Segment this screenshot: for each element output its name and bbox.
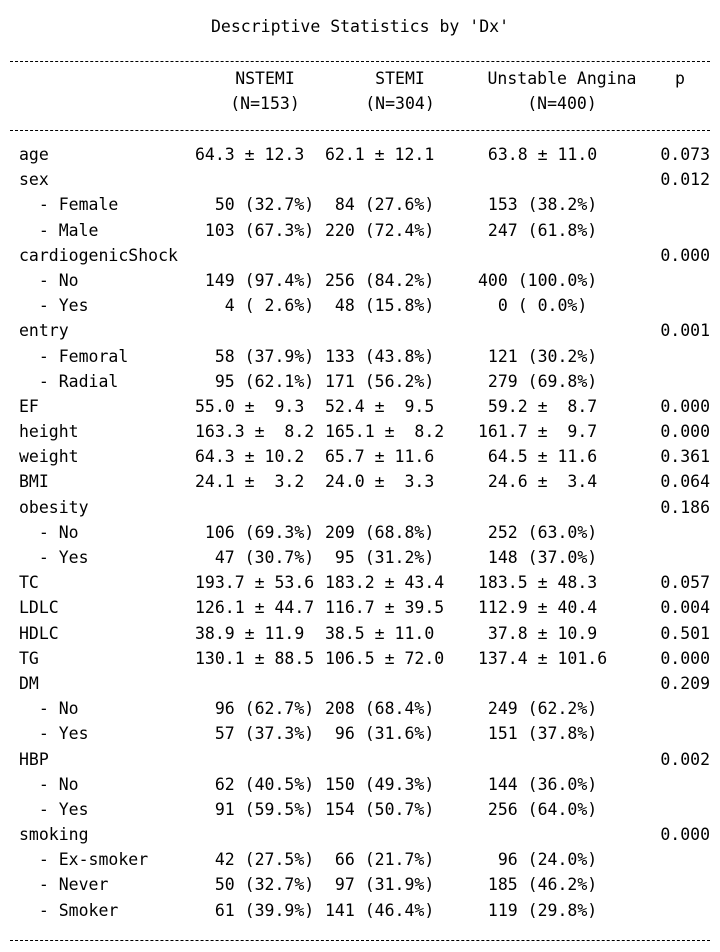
cell-unstable-angina: 153 (38.2%) — [478, 195, 598, 215]
cell-unstable-angina: 121 (30.2%) — [478, 346, 598, 366]
cell-unstable-angina: 59.2 ± 8.7 — [478, 396, 598, 416]
cell-stemi: 62.1 ± 12.1 — [325, 145, 435, 164]
cell-p-value: 0.361 — [660, 447, 710, 467]
row-label: - No — [19, 774, 79, 794]
cell-unstable-angina: 256 (64.0%) — [478, 799, 598, 819]
header-nstemi-n: (N=153) — [230, 94, 300, 114]
cell-unstable-angina: 151 (37.8%) — [478, 724, 598, 744]
table-row — [0, 570, 720, 595]
cell-unstable-angina: 183.5 ± 48.3 — [478, 573, 598, 593]
cell-p-value: 0.073 — [660, 145, 710, 164]
cell-unstable-angina: 0 ( 0.0%) — [478, 296, 588, 316]
row-label: cardiogenicShock — [19, 245, 178, 265]
cell-stemi: 48 (15.8%) — [325, 296, 435, 316]
cell-unstable-angina: 252 (63.0%) — [478, 522, 598, 542]
cell-stemi: 95 (31.2%) — [325, 548, 435, 567]
header-ua-name: Unstable Angina — [487, 69, 637, 88]
cell-nstemi: 91 (59.5%) — [195, 799, 315, 819]
table-row — [0, 419, 720, 444]
table-row — [0, 293, 720, 318]
row-label: TG — [19, 648, 39, 668]
cell-stemi: 220 (72.4%) — [325, 220, 435, 240]
cell-unstable-angina: 249 (62.2%) — [478, 699, 598, 719]
header-stemi-name: STEMI — [375, 69, 425, 88]
row-label: - Femoral — [19, 346, 129, 366]
table-row — [0, 797, 720, 822]
table-row — [0, 268, 720, 293]
header-stemi-n: (N=304) — [365, 94, 435, 114]
cell-stemi: 66 (21.7%) — [325, 850, 435, 870]
table-row — [0, 595, 720, 620]
cell-unstable-angina: 185 (46.2%) — [478, 875, 598, 895]
cell-p-value: 0.000 — [660, 422, 710, 442]
cell-nstemi: 130.1 ± 88.5 — [195, 648, 315, 668]
cell-nstemi: 106 (69.3%) — [195, 522, 315, 542]
table-row — [0, 747, 720, 772]
cell-nstemi: 95 (62.1%) — [195, 371, 315, 391]
table-row — [0, 872, 720, 897]
row-label: LDLC — [19, 598, 59, 618]
table-row — [0, 822, 720, 847]
row-label: sex — [19, 170, 49, 190]
cell-p-value: 0.000 — [660, 825, 710, 845]
cell-nstemi: 50 (32.7%) — [195, 875, 315, 895]
row-label: HDLC — [19, 623, 59, 643]
table-row — [0, 847, 720, 872]
cell-stemi: 150 (49.3%) — [325, 774, 435, 794]
table-row — [0, 167, 720, 192]
cell-nstemi: 57 (37.3%) — [195, 724, 315, 744]
cell-nstemi: 103 (67.3%) — [195, 220, 315, 240]
cell-stemi: 133 (43.8%) — [325, 346, 435, 366]
row-label: - Male — [19, 220, 99, 240]
cell-p-value: 0.001 — [660, 321, 710, 341]
cell-unstable-angina: 96 (24.0%) — [478, 850, 598, 870]
header-nstemi — [195, 66, 335, 116]
header-stemi — [330, 66, 470, 116]
cell-stemi: 154 (50.7%) — [325, 799, 435, 819]
cell-stemi: 116.7 ± 39.5 — [325, 598, 445, 618]
table-row — [0, 344, 720, 369]
cell-p-value: 0.000 — [660, 396, 710, 416]
cell-nstemi: 4 ( 2.6%) — [195, 296, 315, 316]
cell-nstemi: 38.9 ± 11.9 — [195, 623, 305, 643]
row-label: - No — [19, 270, 79, 290]
cell-stemi: 165.1 ± 8.2 — [325, 422, 445, 442]
cell-unstable-angina: 400 (100.0%) — [478, 270, 598, 290]
cell-nstemi: 96 (62.7%) — [195, 699, 315, 719]
cell-nstemi: 62 (40.5%) — [195, 774, 315, 794]
cell-p-value: 0.064 — [660, 472, 710, 492]
row-label: - Radial — [19, 371, 119, 391]
table-row — [0, 621, 720, 646]
table-row — [0, 369, 720, 394]
cell-stemi: 65.7 ± 11.6 — [325, 447, 435, 467]
cell-p-value: 0.057 — [660, 573, 710, 593]
cell-stemi: 106.5 ± 72.0 — [325, 648, 445, 668]
table-row — [0, 545, 720, 570]
row-label: - No — [19, 522, 79, 542]
table-row — [0, 218, 720, 243]
cell-p-value: 0.002 — [660, 749, 710, 769]
cell-nstemi: 47 (30.7%) — [195, 548, 315, 567]
cell-stemi: 38.5 ± 11.0 — [325, 623, 435, 643]
row-label: - No — [19, 699, 79, 719]
cell-nstemi: 163.3 ± 8.2 — [195, 422, 315, 442]
table-row — [0, 444, 720, 469]
cell-stemi: 256 (84.2%) — [325, 270, 435, 290]
table-row — [0, 318, 720, 343]
table-row — [0, 898, 720, 923]
row-label: - Never — [19, 875, 109, 895]
cell-p-value: 0.209 — [660, 673, 710, 693]
cell-p-value: 0.000 — [660, 245, 710, 265]
cell-stemi: 96 (31.6%) — [325, 724, 435, 744]
row-label: HBP — [19, 749, 49, 769]
cell-p-value: 0.004 — [660, 598, 710, 618]
cell-unstable-angina: 119 (29.8%) — [478, 900, 598, 920]
cell-p-value: 0.000 — [660, 648, 710, 668]
cell-unstable-angina: 161.7 ± 9.7 — [478, 422, 598, 442]
cell-stemi: 141 (46.4%) — [325, 900, 435, 920]
row-label: height — [19, 422, 79, 442]
top-rule — [10, 61, 710, 62]
cell-p-value: 0.501 — [660, 623, 710, 643]
row-label: - Ex-smoker — [19, 850, 149, 870]
cell-nstemi: 24.1 ± 3.2 — [195, 472, 305, 492]
row-label: obesity — [19, 497, 89, 517]
cell-nstemi: 50 (32.7%) — [195, 195, 315, 215]
row-label: weight — [19, 447, 79, 467]
cell-nstemi: 55.0 ± 9.3 — [195, 396, 305, 416]
cell-stemi: 208 (68.4%) — [325, 699, 435, 719]
row-label: - Smoker — [19, 900, 119, 920]
table-title: Descriptive Statistics by 'Dx' — [210, 17, 509, 36]
cell-unstable-angina: 112.9 ± 40.4 — [478, 598, 598, 618]
cell-nstemi: 64.3 ± 10.2 — [195, 447, 305, 467]
header-nstemi-name: NSTEMI — [235, 69, 295, 88]
table-row — [0, 520, 720, 545]
cell-stemi: 24.0 ± 3.3 — [325, 472, 435, 492]
table-row — [0, 696, 720, 721]
cell-nstemi: 58 (37.9%) — [195, 346, 315, 366]
cell-stemi: 171 (56.2%) — [325, 371, 435, 391]
cell-unstable-angina: 279 (69.8%) — [478, 371, 598, 391]
table-row — [0, 394, 720, 419]
cell-nstemi: 64.3 ± 12.3 — [195, 145, 305, 164]
table-row — [0, 142, 720, 167]
cell-nstemi: 126.1 ± 44.7 — [195, 598, 315, 618]
cell-stemi: 84 (27.6%) — [325, 195, 435, 215]
table-row — [0, 646, 720, 671]
header-unstable-angina — [474, 66, 650, 116]
cell-unstable-angina: 144 (36.0%) — [478, 774, 598, 794]
cell-stemi: 209 (68.8%) — [325, 522, 435, 542]
row-label: DM — [19, 673, 39, 693]
cell-p-value: 0.186 — [660, 497, 710, 517]
header-rule — [10, 130, 710, 131]
cell-unstable-angina: 148 (37.0%) — [478, 548, 598, 567]
table-row — [0, 469, 720, 494]
row-label: - Yes — [19, 724, 89, 744]
table-row — [0, 192, 720, 217]
bottom-rule — [10, 940, 710, 941]
cell-unstable-angina: 64.5 ± 11.6 — [478, 447, 598, 467]
table-row — [0, 721, 720, 746]
table-row — [0, 495, 720, 520]
row-label: - Female — [19, 195, 119, 215]
row-label: TC — [19, 573, 39, 593]
cell-p-value: 0.012 — [660, 170, 710, 190]
cell-unstable-angina: 63.8 ± 11.0 — [478, 145, 598, 164]
row-label: age — [19, 145, 49, 164]
header-p: p — [675, 69, 685, 88]
row-label: BMI — [19, 472, 49, 492]
table-row — [0, 772, 720, 797]
cell-stemi: 52.4 ± 9.5 — [325, 396, 435, 416]
row-label: - Yes — [19, 548, 89, 567]
cell-nstemi: 42 (27.5%) — [195, 850, 315, 870]
table-row — [0, 243, 720, 268]
row-label: - Yes — [19, 296, 89, 316]
cell-unstable-angina: 137.4 ± 101.6 — [478, 648, 608, 668]
cell-nstemi: 193.7 ± 53.6 — [195, 573, 315, 593]
row-label: - Yes — [19, 799, 89, 819]
cell-unstable-angina: 247 (61.8%) — [478, 220, 598, 240]
row-label: EF — [19, 396, 39, 416]
table-header — [0, 66, 720, 118]
cell-unstable-angina: 24.6 ± 3.4 — [478, 472, 598, 492]
cell-stemi: 97 (31.9%) — [325, 875, 435, 895]
cell-nstemi: 149 (97.4%) — [195, 270, 315, 290]
header-ua-n: (N=400) — [527, 94, 597, 114]
table-body — [0, 142, 720, 923]
cell-stemi: 183.2 ± 43.4 — [325, 573, 445, 593]
cell-unstable-angina: 37.8 ± 10.9 — [478, 623, 598, 643]
table-row — [0, 671, 720, 696]
row-label: entry — [19, 321, 69, 341]
cell-nstemi: 61 (39.9%) — [195, 900, 315, 920]
row-label: smoking — [19, 825, 89, 845]
